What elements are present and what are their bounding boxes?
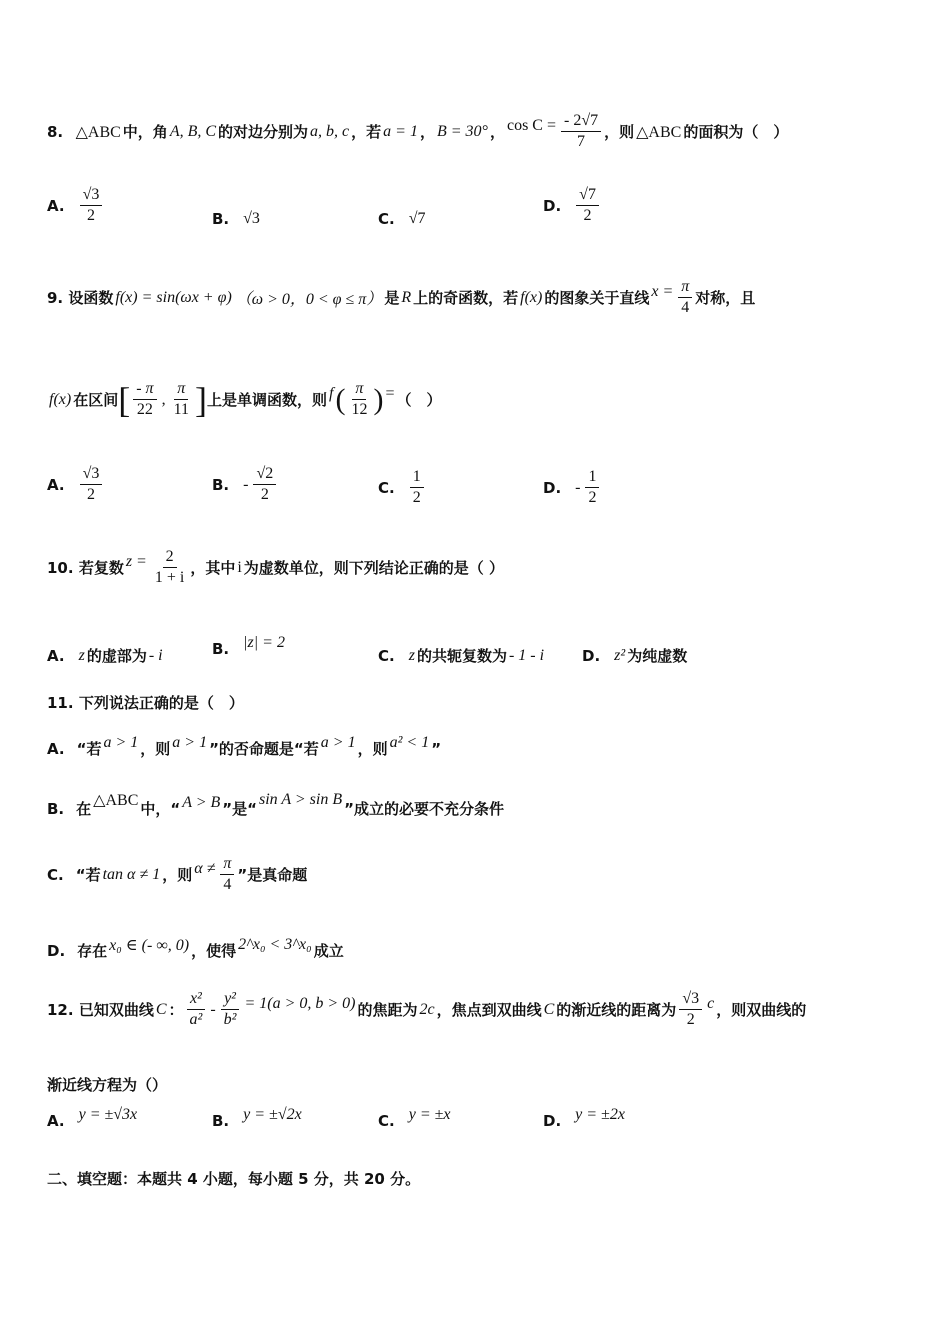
q8-cos-num: - 2√7: [561, 112, 601, 132]
q12-x2: x²: [187, 990, 205, 1010]
q12-rhs: = 1(a > 0, b > 0): [244, 994, 356, 1012]
q11-d-math-2: 2^x₀ < 3^x₀: [238, 935, 312, 953]
q9-option-d[interactable]: [543, 468, 602, 508]
q9-fx: f(x): [520, 288, 543, 306]
q10-z-eq: z =: [125, 552, 147, 570]
q9-text-2: 是: [384, 289, 400, 308]
q10-text-1: 若复数: [78, 559, 124, 578]
option-label: A.: [47, 739, 65, 758]
option-label: D.: [543, 196, 562, 215]
option-label: C.: [378, 646, 395, 665]
q11-a-math-2: a > 1: [172, 733, 208, 751]
q12-b-math: y = ±√2x: [243, 1106, 302, 1123]
q9-four: 4: [681, 299, 690, 317]
option-label: C.: [378, 210, 395, 228]
q8-cos-den: 7: [577, 133, 586, 151]
q11-stem: [47, 692, 910, 713]
section-2-heading: [47, 1168, 910, 1189]
q9-int-left-num: - π: [133, 380, 156, 400]
q11-a-math-4: a² < 1: [389, 733, 430, 751]
q12-stem-1: [47, 990, 910, 1030]
q8-option-a[interactable]: [47, 186, 105, 226]
q11-text: 下列说法正确的是（ ）: [78, 694, 244, 712]
q9-pi: π: [678, 278, 692, 298]
q8-a-value: a = 1: [383, 122, 418, 140]
q9-text-8: （ ）: [396, 391, 442, 410]
q11-number: 11.: [47, 693, 74, 712]
q11-b-math-2: A > B: [182, 793, 221, 811]
q8-c-text: √7: [408, 210, 426, 227]
q9-a-num: √3: [80, 465, 103, 485]
option-label: B.: [212, 475, 230, 494]
q9-d-den: 2: [588, 489, 597, 507]
option-label: C.: [378, 1112, 395, 1130]
q9-x-eq: x =: [651, 282, 674, 300]
option-label: C.: [47, 865, 64, 884]
q11-a-text-3: ”的否命题是“若: [209, 740, 319, 758]
q11-b-text-1: 在: [76, 800, 92, 818]
q9-int-right-den: 11: [173, 401, 189, 419]
q8-b-value: B = 30°: [436, 122, 488, 140]
q9-a-den: 2: [86, 486, 95, 504]
q11-a-math-1: a > 1: [103, 733, 139, 751]
q11-d-text-3: 成立: [313, 942, 344, 960]
q11-b-math-1: △ABC: [93, 791, 139, 809]
q10-text-3: 为虚数单位，则下列结论正确的是（ ）: [243, 559, 505, 578]
q11-c-math-2: α ≠: [194, 859, 216, 877]
q9-d-sign: -: [575, 478, 581, 496]
q11-option-d[interactable]: [47, 935, 910, 961]
q9-b-num: √2: [253, 465, 276, 485]
q12-option-b[interactable]: [212, 1106, 304, 1130]
q11-a-text-4: ，则: [357, 740, 388, 758]
q10-d-text: 为纯虚数: [627, 647, 688, 665]
q11-c-text-2: ，则: [162, 866, 193, 885]
q9-stem-1: [47, 278, 910, 318]
q12-b2: b²: [223, 1011, 237, 1029]
q9-int-left-den: 22: [136, 401, 153, 419]
q9-b-sign: -: [243, 475, 249, 493]
q12-d-den: 2: [686, 1011, 695, 1029]
option-label: B.: [212, 210, 230, 228]
q12-minus: -: [210, 1000, 216, 1018]
q10-number: 10.: [47, 558, 74, 577]
q10-c-math-2: - 1 - i: [508, 646, 545, 664]
q11-c-den: 4: [223, 876, 232, 894]
q8-option-b[interactable]: [212, 210, 262, 228]
option-label: C.: [378, 478, 395, 497]
q8-triangle-2: △ABC: [636, 123, 682, 141]
q12-option-c[interactable]: [378, 1106, 453, 1130]
option-label: D.: [543, 478, 562, 497]
q11-a-text-1: “若: [76, 740, 102, 758]
q10-a-math-1: z: [78, 646, 85, 664]
q11-option-c[interactable]: [47, 855, 910, 895]
q12-text-5: ，则双曲线的: [716, 1001, 807, 1020]
q12-y2: y²: [221, 990, 239, 1010]
q8-angles: A, B, C: [169, 122, 217, 140]
q10-i: i: [237, 558, 242, 576]
q10-a-math-2: - i: [148, 646, 163, 664]
q8-text-6: ，则: [604, 123, 635, 142]
q10-d-math: z²: [614, 646, 626, 664]
q9-option-b[interactable]: [212, 465, 279, 505]
q9-text-4: 的图象关于直线: [544, 289, 650, 308]
q12-number: 12.: [47, 1000, 74, 1019]
q10-text-2: ，其中: [190, 559, 236, 578]
q10-option-c[interactable]: [378, 645, 546, 666]
q8-option-c[interactable]: [378, 210, 428, 228]
option-label: D.: [582, 646, 601, 665]
q9-fx-2: f(x): [49, 390, 72, 408]
q11-a-math-3: a > 1: [320, 733, 356, 751]
q11-a-text-5: ”: [431, 739, 442, 758]
q8-d-den: 2: [583, 207, 592, 225]
q8-text-1: 中，角: [122, 123, 168, 142]
q12-text-3: ，焦点到双曲线: [436, 1001, 542, 1020]
q9-c-den: 2: [412, 489, 421, 507]
option-label: A.: [47, 196, 65, 215]
option-label: D.: [47, 941, 66, 960]
q12-text-4: 的渐近线的距离为: [556, 1001, 677, 1020]
q11-c-num: π: [220, 855, 234, 875]
q8-stem: [47, 112, 910, 152]
q11-option-b[interactable]: [47, 790, 910, 819]
q8-d-num: √7: [576, 186, 599, 206]
q9-b-den: 2: [260, 486, 269, 504]
q12-a-math: y = ±√3x: [78, 1106, 138, 1123]
q11-d-text-1: 存在: [77, 942, 108, 960]
q12-c-math: y = ±x: [408, 1106, 451, 1123]
q8-text-7: 的面积为（ ）: [683, 123, 789, 142]
q9-text-7: 上是单调函数，则: [206, 391, 327, 410]
q12-stem-2: [47, 1074, 910, 1095]
q12-option-d[interactable]: [543, 1106, 627, 1130]
option-label: B.: [47, 799, 65, 818]
q8-sides: a, b, c: [310, 122, 350, 140]
q9-function: f(x) = sin(ωx + φ): [115, 288, 232, 306]
q9-eq: =: [385, 384, 395, 402]
q9-option-c[interactable]: [378, 468, 427, 508]
q8-text-3: ，若: [351, 123, 382, 142]
q10-option-d[interactable]: [582, 645, 687, 666]
q8-number: 8.: [47, 122, 64, 141]
q12-2c: 2c: [419, 1000, 435, 1018]
q12-d-math: y = ±2x: [575, 1106, 625, 1123]
q12-text-2: 的焦距为: [357, 1001, 418, 1020]
q9-arg-num: π: [352, 380, 366, 400]
q8-text-2: 的对边分别为: [218, 123, 309, 142]
q12-C: C: [155, 1000, 167, 1018]
q10-c-math-1: z: [408, 646, 415, 664]
q8-option-d[interactable]: [543, 186, 602, 226]
q11-b-math-3: sin A > sin B: [259, 790, 343, 808]
section-2-text: 二、填空题：本题共 4 小题，每小题 5 分，共 20 分。: [47, 1170, 421, 1188]
option-label: A.: [47, 1112, 65, 1130]
option-label: A.: [47, 475, 65, 494]
q12-colon: ：: [168, 1001, 184, 1020]
q9-number: 9.: [47, 288, 64, 307]
q8-text-4: ，: [419, 123, 435, 142]
q10-stem: [47, 548, 910, 588]
option-label: D.: [543, 1112, 562, 1130]
q8-a-num: √3: [80, 186, 103, 206]
q8-b-text: √3: [243, 210, 260, 227]
q11-d-math-1: x₀ ∈ (- ∞, 0): [109, 936, 190, 954]
q12-d-num: √3: [679, 990, 702, 1010]
option-label: B.: [212, 640, 230, 658]
q10-den: 1 + i: [154, 569, 185, 587]
q11-d-text-2: ，使得: [191, 942, 237, 960]
q9-c-num: 1: [410, 468, 424, 488]
q12-option-a[interactable]: [47, 1106, 139, 1130]
q10-a-text: 的虚部为: [86, 647, 147, 665]
q11-option-a[interactable]: [47, 733, 910, 759]
q9-arg-den: 12: [351, 401, 368, 419]
q12-text-6: 渐近线方程为（）: [47, 1076, 168, 1094]
q10-num: 2: [163, 548, 177, 568]
q12-C-2: C: [543, 1000, 555, 1018]
q12-text-1: 已知双曲线: [78, 1001, 154, 1020]
q9-option-a[interactable]: [47, 465, 105, 505]
q9-text-6: 在区间: [73, 391, 119, 410]
q9-text-5: 对称，且: [695, 289, 756, 308]
q11-a-text-2: ，则: [140, 740, 171, 758]
q9-d-num: 1: [585, 468, 599, 488]
option-label: B.: [212, 1112, 230, 1130]
q10-b-math: |z| = 2: [243, 634, 285, 651]
option-label: A.: [47, 646, 65, 665]
q9-stem-2: f(x) 在区间 [ $\frac{- \pi}{22}$ , $\frac{\pi}{11}$ ] 上是单调函数，则 f ( $\frac{\pi}{12}$ ) = （ ）: [49, 379, 442, 420]
q9-int-right-num: π: [174, 380, 188, 400]
q10-option-b[interactable]: [212, 634, 287, 658]
q10-option-a[interactable]: [47, 645, 165, 666]
q8-cos-fraction: [561, 112, 601, 152]
q10-c-text: 的共轭复数为: [416, 647, 507, 665]
q9-R: R: [401, 288, 412, 306]
q12-c: c: [707, 994, 715, 1012]
q9-text-1: 设函数: [68, 289, 114, 308]
q9-condition: （ω > 0，0 < φ ≤ π）: [235, 291, 383, 309]
q11-b-text-4: ”成立的必要不充分条件: [344, 800, 504, 818]
q11-c-text-3: ”是真命题: [237, 866, 308, 885]
q9-text-3: 上的奇函数，若: [413, 289, 519, 308]
q12-a2: a²: [189, 1011, 203, 1029]
q8-triangle: △ABC: [75, 123, 121, 141]
q9-f: f: [328, 384, 334, 402]
q11-b-text-2: 中，“: [140, 800, 181, 818]
q11-b-text-3: ”是“: [222, 800, 257, 818]
q8-text-5: ，: [489, 123, 505, 142]
q11-c-math-1: tan α ≠ 1: [102, 865, 161, 883]
q11-c-text-1: “若: [75, 866, 101, 885]
q8-cos-lhs: cos C =: [506, 116, 556, 134]
q8-a-den: 2: [86, 207, 95, 225]
